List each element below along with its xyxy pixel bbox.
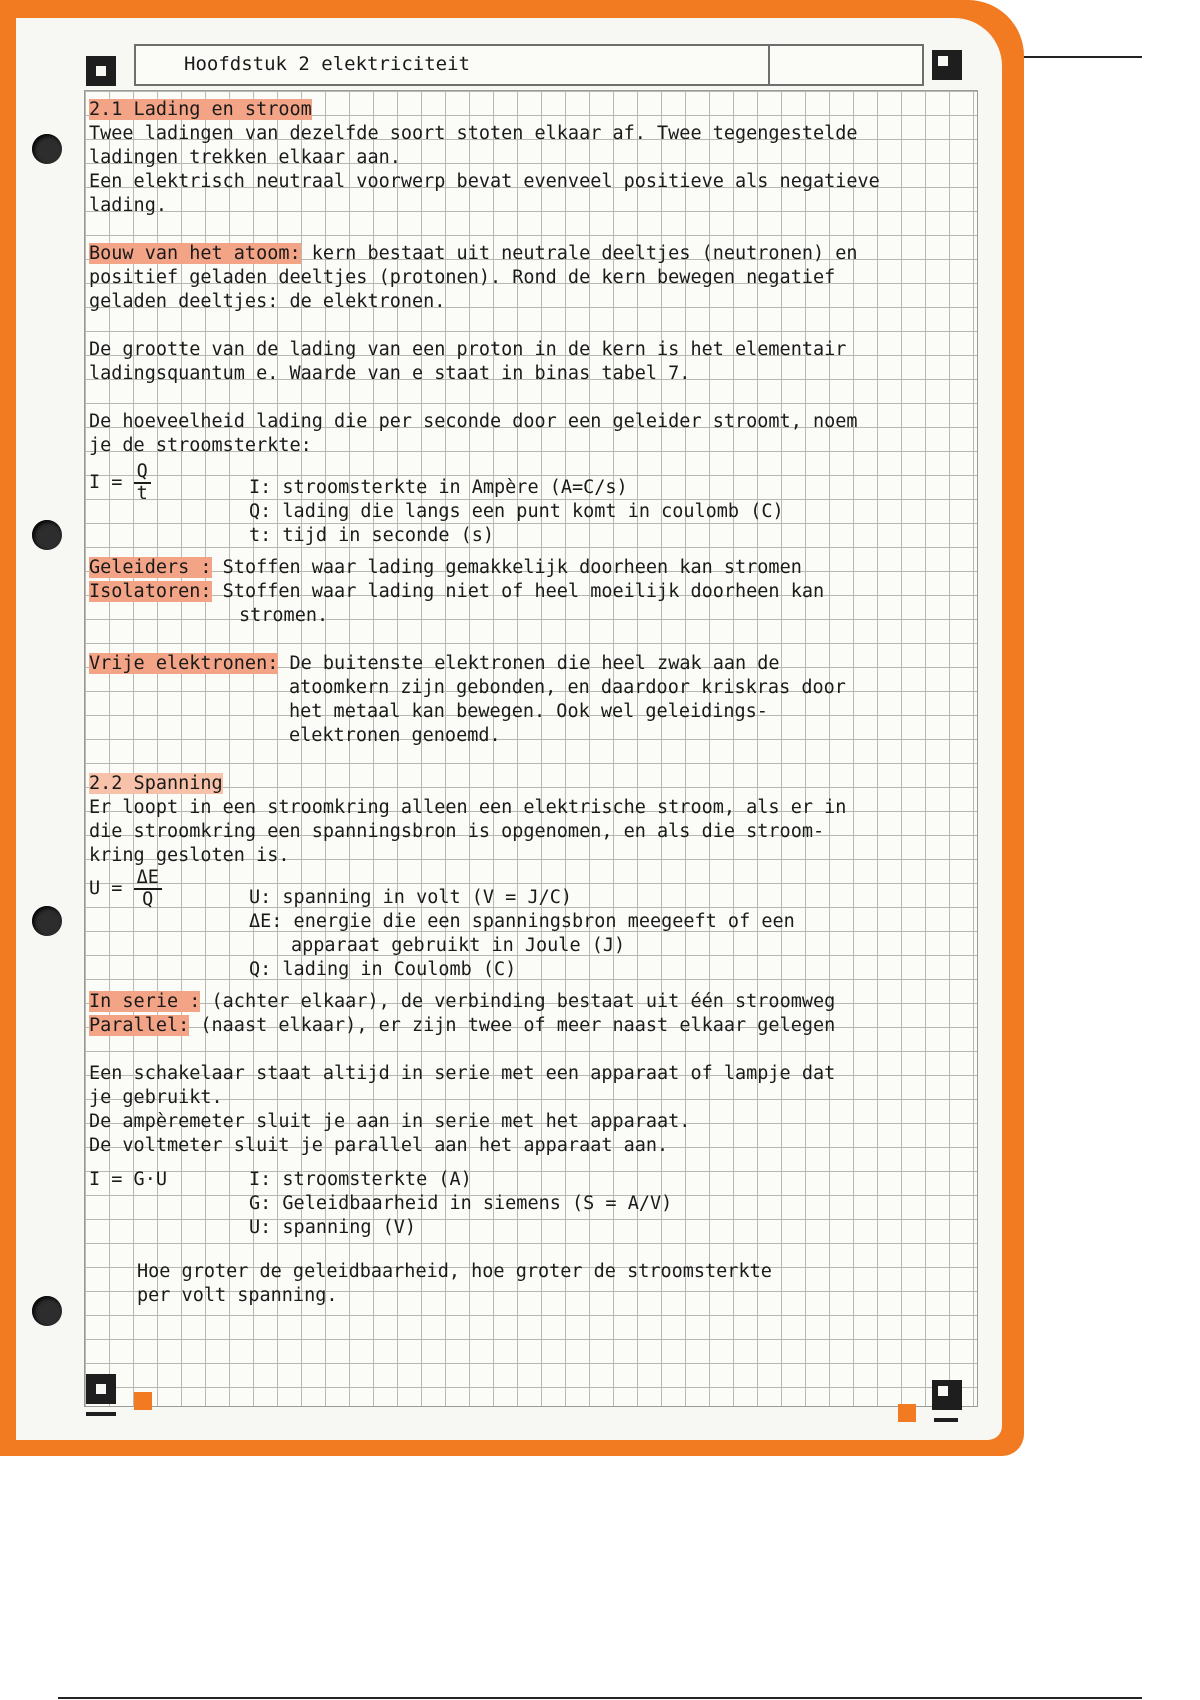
definition-line: I: stroomsterkte (A) bbox=[249, 1169, 472, 1190]
note-line: Twee ladingen van dezelfde soort stoten elkaar af. Twee tegengestelde bbox=[89, 123, 858, 144]
formula-numerator: Q bbox=[134, 462, 151, 484]
note-line: lading. bbox=[89, 195, 167, 216]
corner-marker-icon bbox=[86, 56, 116, 86]
note-line: stromen. bbox=[239, 605, 329, 626]
note-line: je de stroomsterkte: bbox=[89, 435, 312, 456]
chapter-title-box bbox=[134, 44, 924, 86]
binder-hole bbox=[32, 520, 62, 550]
section-heading: 2.2 Spanning bbox=[89, 773, 223, 794]
orange-marker bbox=[898, 1404, 916, 1422]
definition-line: apparaat gebruikt in Joule (J) bbox=[291, 935, 626, 956]
note-line: kern bestaat uit neutrale deeltjes (neutronen) en bbox=[311, 243, 858, 264]
corner-marker-icon bbox=[932, 50, 962, 80]
notebook-paper bbox=[16, 18, 1002, 1440]
formula-block bbox=[89, 1168, 979, 1240]
corner-dash-mark bbox=[934, 1418, 958, 1422]
note-line: ladingsquantum e. Waarde van e staat in binas tabel 7. bbox=[89, 363, 691, 384]
note-line: Stoffen waar lading gemakkelijk doorheen kan stromen bbox=[222, 557, 802, 578]
note-line: Er loopt in een stroomkring alleen een elektrische stroom, als er in bbox=[89, 797, 847, 818]
formula-denominator: t bbox=[136, 483, 148, 504]
note-line: De buitenste elektronen die heel zwak aan de bbox=[289, 653, 780, 674]
note-line: het metaal kan bewegen. Ook wel geleidings- bbox=[289, 701, 768, 722]
section-heading: 2.1 Lading en stroom bbox=[89, 99, 312, 120]
definition-line: I: stroomsterkte in Ampère (A=C/s) bbox=[249, 477, 628, 498]
term-label: Bouw van het atoom: bbox=[89, 243, 301, 264]
binder-hole bbox=[32, 134, 62, 164]
definition-line: U: spanning in volt (V = J/C) bbox=[249, 887, 573, 908]
note-line: positief geladen deeltjes (protonen). Rond de kern bewegen negatief bbox=[89, 267, 836, 288]
definition-line: Q: lading die langs een punt komt in coulomb (C) bbox=[249, 501, 784, 522]
corner-dash-mark bbox=[86, 1412, 116, 1416]
note-line: Een elektrisch neutraal voorwerp bevat evenveel positieve als negatieve bbox=[89, 171, 880, 192]
note-line: elektronen genoemd. bbox=[289, 725, 501, 746]
note-line: De grootte van de lading van een proton in de kern is het elementair bbox=[89, 339, 847, 360]
conclusion-line: per volt spanning. bbox=[137, 1285, 338, 1306]
term-label: Isolatoren: bbox=[89, 581, 212, 602]
formula-denominator: Q bbox=[142, 889, 154, 910]
title-box-divider bbox=[768, 46, 770, 84]
formula-numerator: ΔE bbox=[134, 868, 162, 890]
formula bbox=[89, 462, 249, 504]
note-line: Stoffen waar lading niet of heel moeilijk doorheen kan bbox=[222, 581, 825, 602]
note-line: atoomkern zijn gebonden, en daardoor kriskras door bbox=[289, 677, 846, 698]
corner-marker-icon bbox=[932, 1380, 962, 1410]
corner-marker-icon bbox=[86, 1374, 116, 1404]
note-line: kring gesloten is. bbox=[89, 845, 290, 866]
formula-lhs: I = bbox=[89, 472, 123, 493]
note-line: je gebruikt. bbox=[89, 1087, 223, 1108]
formula-block bbox=[89, 462, 979, 548]
notes-content bbox=[89, 98, 979, 1308]
formula-fraction bbox=[134, 868, 162, 910]
page-top-rule bbox=[1022, 56, 1142, 58]
note-line: De hoeveelheid lading die per seconde door een geleider stroomt, noem bbox=[89, 411, 858, 432]
definition-line: Q: lading in Coulomb (C) bbox=[249, 959, 517, 980]
orange-marker bbox=[134, 1392, 152, 1410]
note-line: die stroomkring een spanningsbron is opgenomen, en als die stroom- bbox=[89, 821, 825, 842]
note-line: De ampèremeter sluit je aan in serie met het apparaat. bbox=[89, 1111, 691, 1132]
formula: I = G·U bbox=[89, 1169, 167, 1190]
binder-hole bbox=[32, 1296, 62, 1326]
note-line: geladen deeltjes: de elektronen. bbox=[89, 291, 446, 312]
formula bbox=[89, 868, 249, 910]
note-line: ladingen trekken elkaar aan. bbox=[89, 147, 401, 168]
page-bottom-rule bbox=[58, 1697, 1142, 1699]
note-line: (naast elkaar), er zijn twee of meer naast elkaar gelegen bbox=[200, 1015, 836, 1036]
note-line: De voltmeter sluit je parallel aan het apparaat aan. bbox=[89, 1135, 669, 1156]
note-line: (achter elkaar), de verbinding bestaat uit één stroomweg bbox=[211, 991, 836, 1012]
term-label: In serie : bbox=[89, 991, 201, 1012]
definition-line: U: spanning (V) bbox=[249, 1217, 417, 1238]
definition-line: t: tijd in seconde (s) bbox=[249, 525, 495, 546]
term-label: Vrije elektronen: bbox=[89, 653, 279, 674]
formula-block bbox=[89, 868, 979, 982]
term-label: Parallel: bbox=[89, 1015, 190, 1036]
formula-fraction bbox=[134, 462, 151, 504]
conclusion-line: Hoe groter de geleidbaarheid, hoe groter de stroomsterkte bbox=[137, 1261, 772, 1282]
term-label: Geleiders : bbox=[89, 557, 212, 578]
formula-lhs: U = bbox=[89, 878, 123, 899]
definition-line: ΔE: energie die een spanningsbron meegeeft of een bbox=[249, 911, 795, 932]
note-line: Een schakelaar staat altijd in serie met een apparaat of lampje dat bbox=[89, 1063, 836, 1084]
binder-hole bbox=[32, 906, 62, 936]
chapter-title: Hoofdstuk 2 elektriciteit bbox=[184, 53, 470, 75]
definition-line: G: Geleidbaarheid in siemens (S = A/V) bbox=[249, 1193, 673, 1214]
